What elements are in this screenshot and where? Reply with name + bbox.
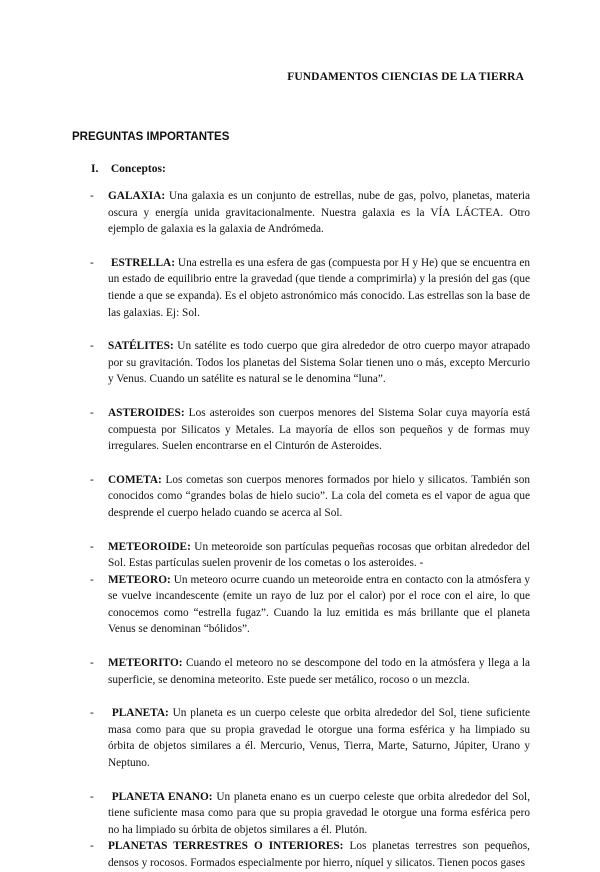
concept-list: [90, 188, 530, 872]
concept-term: PLANETA ENANO:: [111, 790, 213, 803]
concept-definition: Una galaxia es un conjunto de estrellas, nube de gas, polvo, planetas, materia oscura y energía unida gravitacionalmente. Nuestra galaxia es la VÍA LÁCTEA. Otro ejemplo de galaxia es la galaxia de Andrómeda.: [108, 190, 530, 236]
subsection-heading: [91, 163, 166, 175]
list-item: [90, 838, 530, 871]
bullet-dash: -: [90, 473, 94, 486]
list-item: [90, 789, 530, 839]
list-item: [90, 188, 530, 238]
bullet-dash: -: [90, 406, 94, 419]
subsection-number: I.: [91, 163, 99, 175]
bullet-dash: -: [90, 190, 94, 202]
bullet-dash: -: [90, 790, 94, 803]
concept-definition: Cuando el meteoro no se descompone del todo en la atmósfera y llega a la superficie, se denomina meteorito. Este puede ser metálico, rocoso o un mezcla.: [108, 657, 530, 686]
list-item: [90, 572, 530, 638]
list-item: [90, 255, 530, 321]
concept-term: SATÉLITES:: [108, 340, 174, 353]
list-item: [90, 405, 530, 455]
concept-term: COMETA:: [108, 473, 162, 486]
section-title: PREGUNTAS IMPORTANTES: [72, 131, 230, 143]
concept-term: PLANETA:: [111, 707, 169, 720]
bullet-dash: -: [90, 573, 94, 586]
list-item: [90, 338, 530, 388]
concept-definition: Los cometas son cuerpos menores formados por hielo y silicatos. También son conocidos como “grandes bolas de hielo sucio”. La cola del cometa es el vapor de agua que desprende el cuerpo helado cuando se acerca al Sol.: [108, 473, 530, 519]
concept-definition: Un planeta es un cuerpo celeste que orbita alrededor del Sol, tiene suficiente masa como para que su propia gravedad le otorgue una forma esférica y ha limpiado su órbita de objetos similares a él. Mercurio, Venus, Tierra, Marte, Saturno, Júpiter, Urano y Neptuno.: [108, 707, 531, 770]
bullet-dash: -: [90, 340, 94, 353]
bullet-dash: -: [90, 540, 94, 553]
concept-term: ASTEROIDES:: [108, 406, 185, 419]
concept-term: GALAXIA:: [108, 190, 166, 202]
concept-term: METEORITO:: [108, 657, 183, 670]
bullet-dash: -: [90, 657, 94, 670]
list-item: [90, 472, 530, 522]
list-item: [90, 655, 530, 688]
subsection-label: Conceptos:: [110, 163, 166, 175]
concept-definition: Un planeta enano es un cuerpo celeste que orbita alrededor del Sol, tiene suficiente masa como para que su propia gravedad le otorgue una forma esférica pero no ha limpiado su órbita de objetos similares a él. Plutón.: [108, 790, 531, 836]
concept-definition: Un satélite es todo cuerpo que gira alrededor de otro cuerpo mayor atrapado por su gravitación. Todos los planetas del Sistema Solar tienen uno o más, excepto Mercurio y Venus. Cuando un satélite es natural se le denomina “luna”.: [108, 340, 530, 386]
concept-term: METEORO:: [108, 573, 171, 586]
document-title: FUNDAMENTOS CIENCIAS DE LA TIERRA: [287, 71, 524, 83]
concept-term: PLANETAS TERRESTRES O INTERIORES:: [108, 840, 344, 853]
concept-definition: Un meteoroide son partículas pequeñas rocosas que orbitan alrededor del Sol. Estas partículas suelen provenir de los cometas o los asteroides. -: [108, 540, 530, 570]
concept-definition: Un meteoro ocurre cuando un meteoroide entra en contacto con la atmósfera y se vuelve incandescente (emite un rayo de luz por el calor) por el roce con el aire, lo que conocemos como “estrella fugaz”. Cuando la luz emitida es más brillante que el planeta Venus se denominan “bólidos”.: [108, 573, 530, 636]
concept-definition: Los planetas terrestres son pequeños, densos y rocosos. Formados especialmente por hierro, níquel y silicatos. Tienen pocos gases: [108, 840, 530, 869]
bullet-dash: -: [90, 840, 94, 853]
list-item: [90, 705, 530, 771]
list-item: [90, 539, 530, 572]
concept-term: METEOROIDE:: [108, 540, 191, 553]
concept-definition: Una estrella es una esfera de gas (compuesta por H y He) que se encuentra en un estado de equilibrio entre la gravedad (que tiende a comprimirla) y la presión del gas (que tiende a que se expanda). Es el objeto astronómico más conocido. Las estrellas son la base de las galaxias. Ej: Sol.: [108, 256, 530, 319]
concept-definition: Los asteroides son cuerpos menores del Sistema Solar cuya mayoría está compuesta por Silicatos y Metales. La mayoría de ellos son pequeños y de formas muy irregulares. Suelen encontrarse en el Cinturón de Asteroides.: [108, 406, 530, 453]
bullet-dash: -: [90, 256, 94, 269]
concept-term: ESTRELLA:: [110, 256, 175, 269]
bullet-dash: -: [90, 707, 94, 720]
